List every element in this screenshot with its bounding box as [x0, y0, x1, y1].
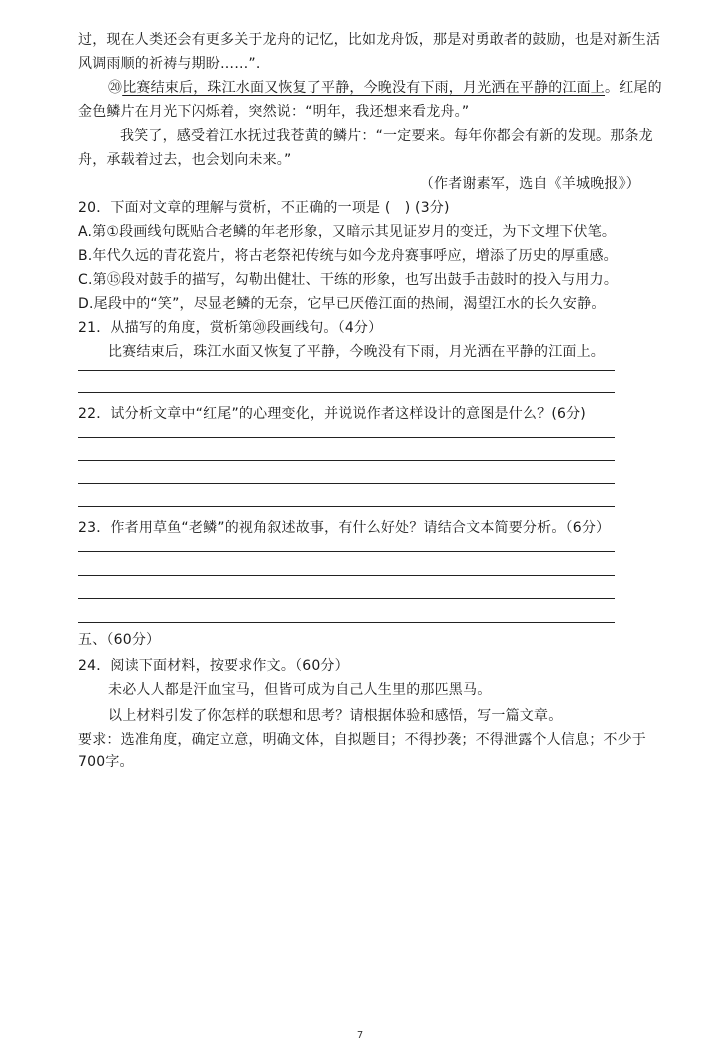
- question-21-quote: 比赛结束后，珠江水面又恢复了平静，今晚没有下雨，月光洒在平静的江面上。: [108, 344, 605, 360]
- passage-line: 过，现在人类还会有更多关于龙舟的记忆，比如龙舟饭，那是对勇敢者的鼓励，也是对新生活: [78, 32, 661, 48]
- passage-line: 金色鳞片在月光下闪烁着，突然说：“明年，我还想来看龙舟。”: [78, 104, 470, 120]
- answer-line: [78, 483, 615, 484]
- question-20-option-c: C.第⑮段对鼓手的描写，勾勒出健壮、干练的形象，也写出鼓手击鼓时的投入与用力。: [78, 272, 619, 288]
- passage-line: 舟，承载着过去，也会划向未来。”: [78, 152, 292, 168]
- answer-line: [78, 437, 615, 438]
- answer-line: [78, 598, 615, 599]
- answer-line: [78, 460, 615, 461]
- question-24-material: 未必人人都是汗血宝马，但皆可成为自己人生里的那匹黑马。: [108, 682, 492, 698]
- question-24-prompt: 以上材料引发了你怎样的联想和思考？请根据体验和感悟，写一篇文章。: [108, 708, 563, 724]
- paragraph-marker: ⑳: [108, 80, 123, 96]
- answer-line: [78, 622, 615, 623]
- passage-paragraph-20: [108, 78, 662, 98]
- question-20-option-d: D.尾段中的“笑”，尽显老鳞的无奈，它早已厌倦江面的热闹，渴望江水的长久安静。: [78, 296, 606, 312]
- answer-line: [78, 575, 615, 576]
- question-24-stem: 24．阅读下面材料，按要求作文。（60分）: [78, 658, 349, 674]
- question-20-option-b: B.年代久远的青花瓷片，将古老祭祀传统与如今龙舟赛事呼应，增添了历史的厚重感。: [78, 248, 618, 264]
- answer-line: [78, 370, 615, 371]
- question-24-requirements: 700字。: [78, 754, 134, 770]
- question-22-stem: 22．试分析文章中“红尾”的心理变化，并说说作者这样设计的意图是什么？(6分): [78, 406, 586, 422]
- section-5-heading: 五、（60分）: [78, 632, 161, 648]
- question-20-stem: 20．下面对文章的理解与赏析，不正确的一项是 ( ) (3分): [78, 200, 450, 216]
- underlined-sentence: 比赛结束后，珠江水面又恢复了平静，今晚没有下雨，月光洒在平静的江面上: [122, 80, 606, 96]
- answer-line: [78, 506, 615, 507]
- question-21-stem: 21．从描写的角度，赏析第⑳段画线句。（4分）: [78, 320, 383, 336]
- question-23-stem: 23．作者用草鱼“老鳞”的视角叙述故事，有什么好处？请结合文本简要分析。（6分）: [78, 520, 611, 536]
- page-number: 7: [356, 1030, 364, 1041]
- question-24-requirements: 要求：选准角度，确定立意，明确文体，自拟题目；不得抄袭；不得泄露个人信息；不少于: [78, 732, 646, 748]
- answer-line: [78, 551, 615, 552]
- passage-source: （作者谢素军，选自《羊城晚报》）: [419, 176, 640, 192]
- passage-text: 。红尾的: [605, 80, 662, 96]
- passage-line: 风调雨顺的祈祷与期盼……”.: [78, 56, 261, 72]
- question-20-option-a: A.第①段画线句既贴合老鳞的年老形象，又暗示其见证岁月的变迁，为下文埋下伏笔。: [78, 224, 617, 240]
- passage-line: 我笑了，感受着江水抚过我苍黄的鳞片：“一定要来。每年你都会有新的发现。那条龙: [120, 128, 653, 144]
- answer-line: [78, 392, 615, 393]
